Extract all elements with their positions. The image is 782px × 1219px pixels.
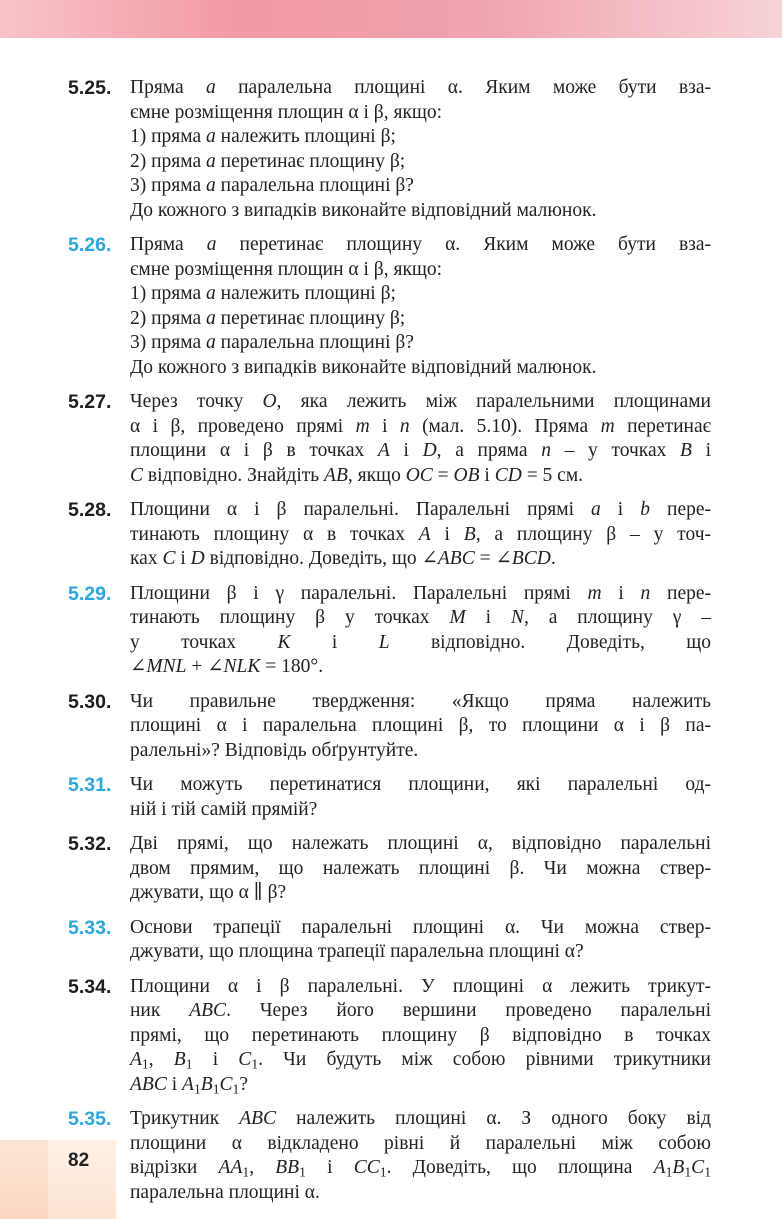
problem-number: 5.28. [68,499,112,521]
problem-number: 5.35. [68,1108,112,1130]
problem-line: Площини β і γ паралельні. Паралельні прямі m і n пере- [130,582,711,604]
problem-item [68,916,711,965]
problem-line: ній і тій самій прямій? [130,798,318,820]
problem-line: відрізки $AA_1$, $BB_1$ і $CC_1$. Доведіть, що площина $A_1B_1C_1$ [130,1157,712,1180]
problem-number: 5.25. [68,77,112,99]
top-decorative-band [0,0,782,38]
problem-item [68,498,711,572]
problem-line: Площини α і β паралельні. Паралельні прямі a і b пере- [130,499,712,520]
problem-item [68,975,711,1098]
problem-line: площини α відкладено рівні й паралельні між собою [130,1132,711,1154]
problem-line: 3) пряма a паралельна площині β? [130,175,414,196]
problem-line: Чи можуть перетинатися площини, які паралельні од- [130,774,711,795]
problem-line: ралельні»? Відповідь обґрунтуйте. [130,739,419,761]
problem-number: 5.32. [68,833,112,855]
problem-text [130,916,711,965]
problem-line: площині α і паралельна площині β, то площини α і β па- [130,715,711,736]
problem-item [68,582,711,680]
left-corner-decoration [0,1140,48,1219]
problem-text [130,498,711,572]
problem-number: 5.33. [68,916,112,939]
problem-item [68,832,711,906]
page-number: 82 [68,1150,90,1171]
problem-line: джувати, що α ∥ β? [130,882,287,903]
problem-line: ∠MNL + ∠NLK = 180°. [130,656,324,677]
problem-line: Дві прямі, що належать площині α, відповідно паралельні [130,833,711,854]
problem-line: 1) пряма a належить площині β; [130,126,396,147]
problem-number: 5.31. [68,774,112,796]
problem-line: Пряма a паралельна площині α. Яким може бути вза- [130,77,711,98]
problem-line: 2) пряма a перетинає площину β; [130,150,406,172]
problem-line: До кожного з випадків виконайте відповідний малюнок. [130,356,597,378]
problem-text [130,1107,711,1205]
problem-number: 5.27. [68,391,112,413]
problem-text [130,390,711,488]
problem-line: α і β, проведено прямі m і n (мал. 5.10). Пряма m перетинає [130,415,711,437]
problem-number: 5.29. [68,582,112,605]
problem-line: Чи правильне твердження: «Якщо пряма належить [130,690,711,712]
problem-line: Площини α і β паралельні. У площині α лежить трикут- [130,975,711,997]
problem-line: Основи трапеції паралельні площині α. Чи можна ствер- [130,916,711,938]
problem-line: C відповідно. Знайдіть AB, якщо OC = OB і CD = 5 см. [130,464,584,486]
problem-item [68,773,711,822]
problem-line: Через точку O, яка лежить між паралельними площинами [130,391,711,412]
problem-text [130,773,711,822]
problem-item [68,76,711,223]
problem-line: у точках K і L відповідно. Доведіть, що [130,631,712,653]
problem-line: тинають площину α в точках A і B, а площину β – у точ- [130,523,711,545]
problem-number: 5.26. [68,234,112,256]
problem-line: 1) пряма a належить площині β; [130,283,396,304]
problem-line: До кожного з випадків виконайте відповідний малюнок. [130,199,597,221]
problem-line: джувати, що площина трапеції паралельна площині α? [130,941,584,962]
problem-text [130,233,711,380]
problem-text [130,582,711,680]
problem-text [130,832,711,906]
problem-text [130,690,711,764]
problem-line: паралельна площині α. [130,1181,320,1203]
problem-item [68,233,711,380]
problem-list [68,76,711,1215]
problem-text [130,975,711,1098]
problem-line: тинають площину β у точках M і N, а площину γ – [130,607,712,628]
problem-item [68,690,711,764]
problem-line: ках C і D відповідно. Доведіть, що ∠ABC = ∠BCD. [130,548,556,569]
problem-number: 5.34. [68,975,112,998]
problem-line: $A_1$, $B_1$ і $C_1$. Чи будуть між собою рівними трикутники [130,1049,711,1072]
problem-line: Пряма a перетинає площину α. Яким може бути вза- [130,234,712,255]
problem-line: 3) пряма a паралельна площині β? [130,332,414,353]
problem-line: площини α і β в точках A і D, а пряма n – у точках B і [130,440,712,461]
problem-line: 2) пряма a перетинає площину β; [130,307,406,329]
problem-text [130,76,711,223]
problem-line: ємне розміщення площин α і β, якщо: [130,101,443,123]
problem-line: двом прямим, що належать площині β. Чи можна ствер- [130,857,711,879]
problem-item [68,390,711,488]
problem-line: ник ABC. Через його вершини проведено паралельні [130,1000,711,1021]
problem-item [68,1107,711,1205]
problem-line: Трикутник ABC належить площині α. З одного боку від [130,1108,712,1129]
problem-line: ємне розміщення площин α і β, якщо: [130,258,443,280]
problem-line: ABC і $A_1B_1C_1$? [130,1073,249,1096]
problem-line: прямі, що перетинають площину β відповідно в точках [130,1024,711,1046]
problem-number: 5.30. [68,690,112,713]
